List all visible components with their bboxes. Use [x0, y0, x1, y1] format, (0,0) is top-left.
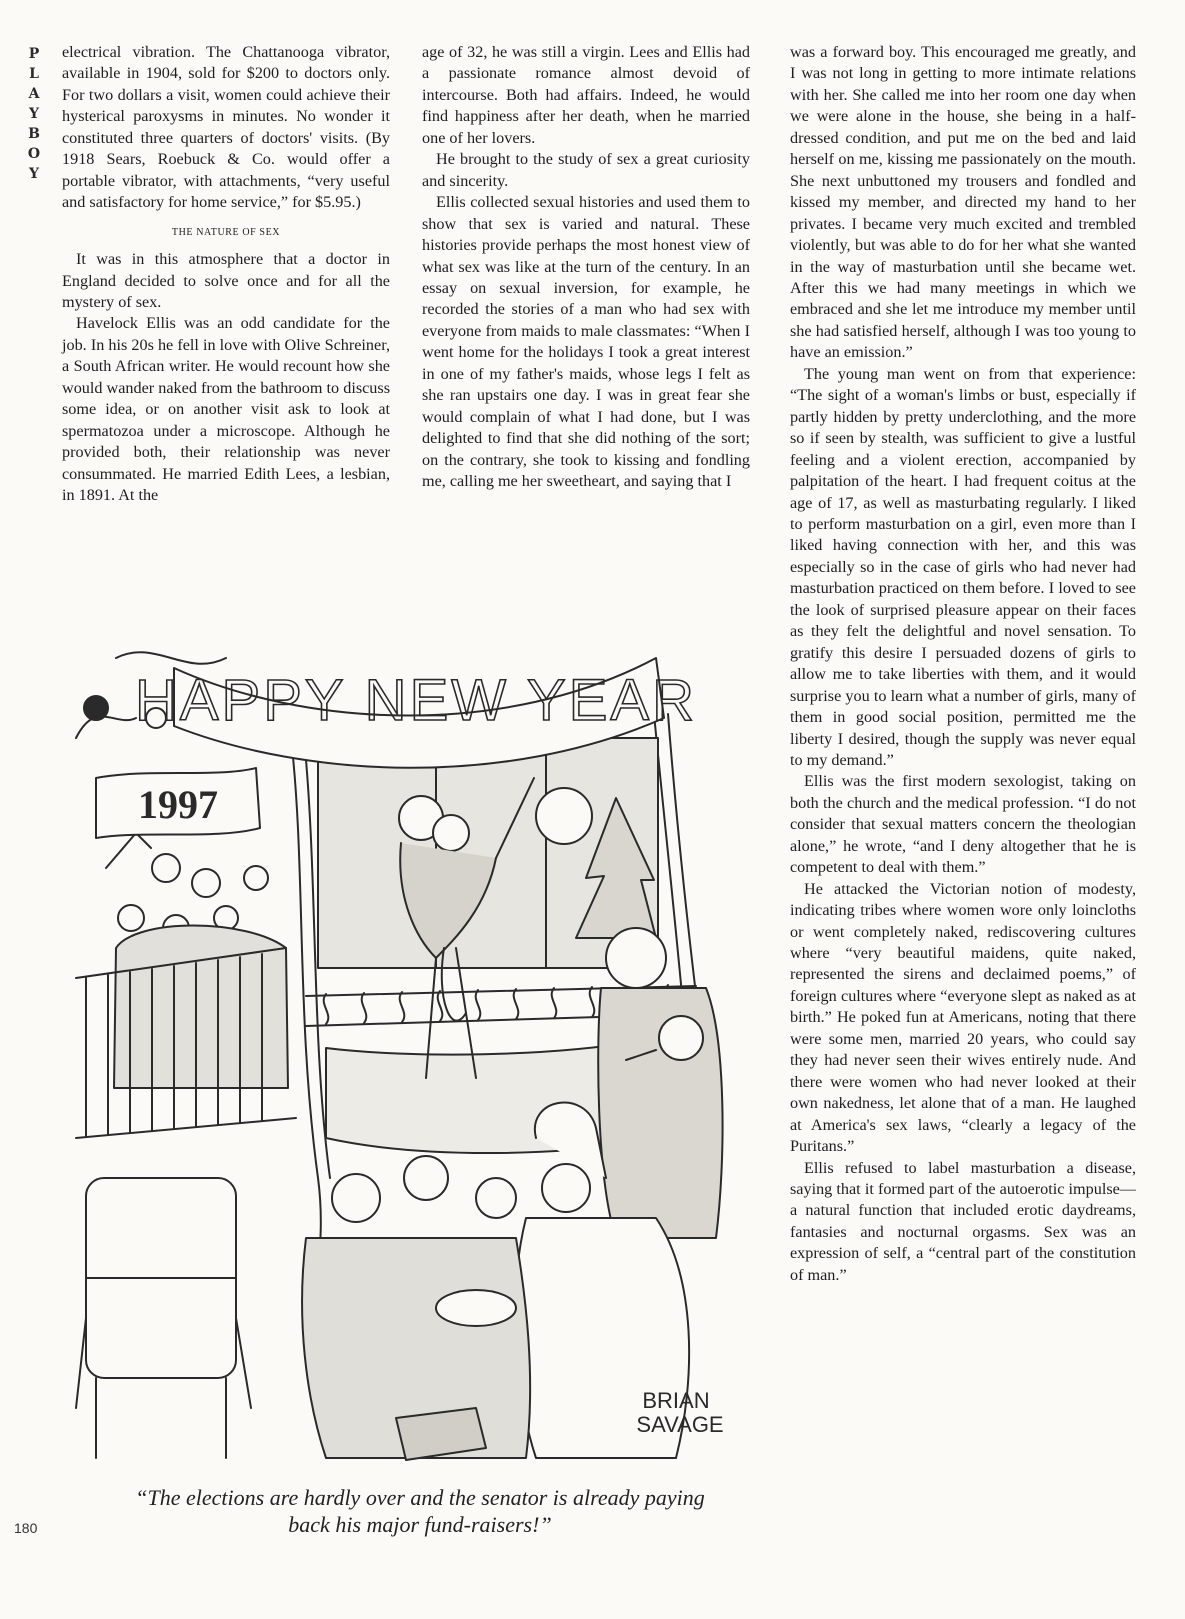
baluster: [514, 989, 519, 1019]
baluster: [324, 994, 329, 1024]
year-text: 1997: [138, 782, 218, 827]
gentleman-with-cigarette: [598, 928, 722, 1238]
diners-at-table: [302, 1156, 530, 1460]
baluster: [552, 988, 557, 1018]
artist-signature-line2: SAVAGE: [636, 1412, 724, 1437]
masthead-letter: A: [28, 86, 40, 102]
paragraph: electrical vibration. The Chattanooga vibrator, available in 1904, sold for $200 to doctors only. For two dollars a visit, women could achieve their hysterical paroxysms in minutes. No wonder it constituted three quarters of doctors' visits. (By 1918 Sears, Roebuck & Co. would offer a portable vibrator, with attachments, “very useful and satisfactory for home service,” for $5.95.): [62, 43, 390, 212]
armchair: [76, 1178, 251, 1458]
baluster: [400, 992, 405, 1022]
text-column-1: [62, 42, 390, 507]
paragraph: The young man went on from that experience: “The sight of a woman's limbs or bust, especially if partly hidden by pretty underclothing, and the more so if seen by stealth, was sufficient to give a lustful feeling and a violent erection, accompanied by palpitation of the heart. I had frequent coitus at the age of 17, as well as masturbating regularly. I liked to perform masturbation on a girl, even more than I liked having connection with her, and this was especially so in the case of girls who had never had masturbation practiced on them before. I loved to see the look of surprised pleasure appear on their faces as they felt the delightful and novel sensation. To gratify this desire I persuaded dozens of girls to allow me to take liberties with them, and it would surprise you to learn what a number of girls, many of them in good social position, permitted me the liberty I desired, though the supply was never equal to my demand.”: [790, 364, 1136, 769]
paragraph: He brought to the study of sex a great curiosity and sincerity.: [422, 150, 750, 190]
section-heading: THE NATURE OF SEX: [171, 226, 281, 238]
masthead-letter: L: [29, 66, 39, 82]
moon: [536, 788, 592, 844]
page-number: 180: [14, 1520, 38, 1536]
baluster: [476, 990, 481, 1020]
balloon: [84, 696, 108, 720]
left-curtain: [291, 738, 321, 1318]
text-column-2: [422, 42, 750, 493]
paragraph: Havelock Ellis was an odd candidate for the job. In his 20s he fell in love with Olive Schreiner, a South African writer. He would recount how she would wander naked from the bathroom to discuss some idea, or on another visit ask to look at spermatozoa under a microscope. Although he provided both, their relationship was never consummated. He married Edith Lees, a lesbian, in 1891. At the: [62, 314, 390, 505]
paragraph: Ellis refused to label masturbation a disease, saying that it formed part of the autoerotic impulse—a natural function that included erotic daydreams, fantasies and nocturnal orgasms. Sex was an expression of self, a “central part of the constitution of man.”: [790, 1158, 1136, 1284]
baluster: [362, 993, 367, 1023]
caption-line-2: back his major fund-raisers!”: [288, 1512, 552, 1537]
masthead-letter: P: [28, 46, 40, 62]
paragraph: He attacked the Victorian notion of modesty, indicating tribes where women wore only loincloths or went completely naked, rediscovering cultures where “very beautiful maidens, quite naked, represented the sirens and declaimed poems,” of foreign cultures where “everyone slept as naked as at birth.” He poked fun at Americans, noting that there were some men, married 20 years, who could say they had never seen their wives entirely nude. And there were women who had never looked at their own nakedness, let alone that of a man. He laughed at America's sex laws, “clearly a legacy of the Puritans.”: [790, 879, 1136, 1156]
masthead-letter: Y: [29, 166, 39, 182]
paragraph: Ellis collected sexual histories and used them to show that sex is varied and natural. These histories provide perhaps the most honest view of what sex was like at the turn of the century. In an essay on sexual inversion, for example, he recorded the stories of a man who had sex with everyone from maids to male classmates: “When I went home for the holidays I took a great interest in one of my father's maids, whose legs I felt as she ran upstairs one day. I was in great fear she would complain of what I had done, but I was delighted to find that she did nothing of the sort; on the contrary, she took to kissing and fondling me, calling me her sweetheart, and saying that I: [422, 193, 750, 491]
playboy-masthead: [22, 44, 46, 184]
paragraph: Ellis was the first modern sexologist, taking on both the church and the medical profession. “I do not consider that sexual matters concern the theologian alone,” he wrote, “and I deny altogether that he is competent to deal with them.”: [790, 772, 1136, 877]
paragraph: was a forward boy. This encouraged me greatly, and I was not long in getting to more intimate relations with her. She called me into her room one day when we were alone in the house, she being in a half-dressed condition, and put me on the bed and laid herself on me, kissing me passionately on the mouth. She next unbuttoned my trousers and fondled and kissed my member, and directed my hand to her privates. I became very much excited and trembled violently, but was able to do for her what she wanted in the way of masturbation until she became wet. After this we had many meetings in which we embraced and she let me introduce my member until she had satisfied herself, although I was too young to have an emission.”: [790, 43, 1136, 362]
paragraph: age of 32, he was still a virgin. Lees and Ellis had a passionate romance almost devoid of intercourse. Both had affairs. Indeed, he would find happiness after her death, when he married one of her lovers.: [422, 43, 750, 147]
masthead-letter: Y: [29, 106, 39, 122]
baluster: [590, 987, 595, 1017]
banner-text: HAPPY NEW YEAR: [134, 668, 698, 733]
paragraph: It was in this atmosphere that a doctor in England decided to solve once and for all the mystery of sex.: [62, 250, 390, 311]
cartoon-illustration: [56, 618, 764, 1480]
cartoon-caption: [90, 1484, 750, 1538]
text-column-3: [790, 42, 1136, 1286]
caption-line-1: “The elections are hardly over and the senator is already paying: [135, 1485, 705, 1510]
masthead-letter: O: [27, 146, 41, 162]
baluster: [438, 991, 443, 1021]
masthead-letter: B: [28, 126, 40, 142]
artist-signature-line1: BRIAN: [642, 1388, 710, 1413]
